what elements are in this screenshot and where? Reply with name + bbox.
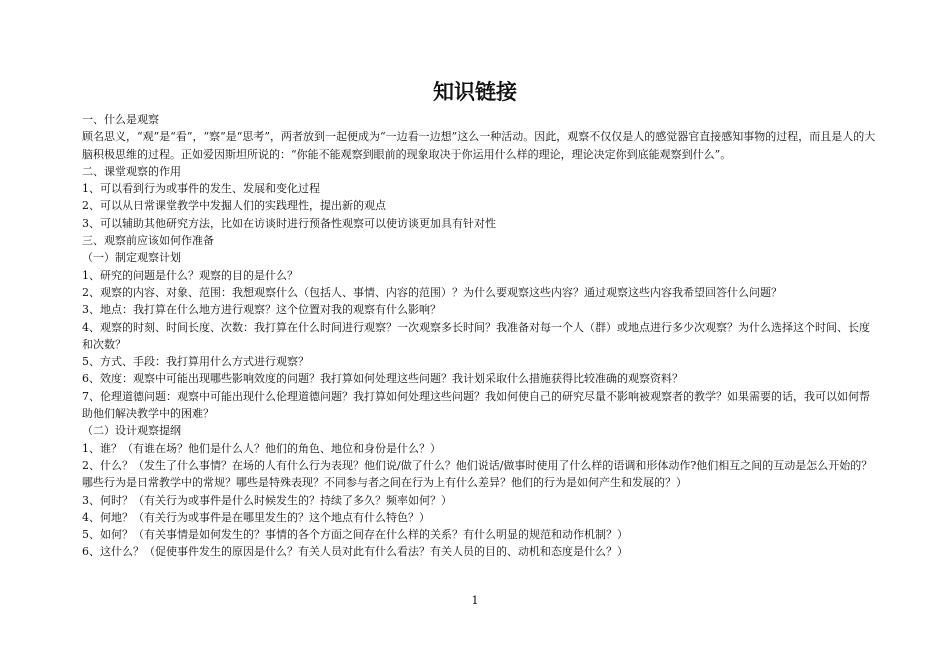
- list-item: 3、地点：我打算在什么地方进行观察？这个位置对我的观察有什么影响？: [82, 303, 441, 317]
- list-item: 2、可以从日常课堂教学中发掘人们的实践理性，提出新的观点: [82, 199, 386, 213]
- section-heading: 三、观察前应该如何作准备: [82, 234, 214, 248]
- list-item: 2、什么？（发生了什么事情？在场的人有什么行为表现？他们说/做了什么？他们说话/做事时使用了什么样的语调和形体动作?他们相互之间的互动是怎么开始的？哪些行为是日常教学中的常规？哪些是特殊表现？不同参与者之间在行为上有什么差异？他们的行为是如何产生和发展的？）: [82, 458, 873, 490]
- paragraph: 顾名思义，“观”是“看”，“察”是“思考”，两者放到一起便成为“一边看一边想”这么一种活动。因此，观察不仅仅是人的感觉器官直接感知事物的过程，而且是人的大脑积极思维的过程。正如爱因斯坦所说的：“你能不能观察到眼前的现象取决于你运用什么样的理论，理论决定你到底能观察到什么”。: [82, 130, 876, 161]
- page-number: 1: [471, 594, 479, 607]
- page-title: 知识链接: [433, 80, 517, 104]
- list-item: 5、方式、手段：我打算用什么方式进行观察？: [82, 355, 309, 369]
- list-item: 5、如何？（有关事情是如何发生的？事情的各个方面之间存在什么样的关系？有什么明显的规范和动作机制？）: [82, 528, 628, 542]
- list-item: 3、何时？（有关行为或事件是什么时候发生的？持续了多久？频率如何？）: [82, 493, 452, 507]
- document-body: [82, 111, 878, 561]
- list-item: 4、观察的时刻、时间长度、次数：我打算在什么时间进行观察？一次观察多长时间？我准备对每一个人（群）或地点进行多少次观察？为什么选择这个时间、长度和次数？: [82, 320, 870, 351]
- list-item: 7、伦理道德问题：观察中可能出现什么伦理道德问题？我打算如何处理这些问题？我如何使自己的研究尽量不影响被观察者的教学？如果需要的话，我可以如何帮助他们解决教学中的困难？: [82, 389, 870, 421]
- list-item: 1、研究的问题是什么？观察的目的是什么？: [82, 268, 298, 282]
- subsection-heading: （一）制定观察计划: [82, 251, 181, 265]
- list-item: 1、谁？（有谁在场？他们是什么人？他们的角色、地位和身份是什么？）: [82, 441, 441, 455]
- list-item: 3、可以辅助其他研究方法，比如在访谈时进行预备性观察可以使访谈更加具有针对性: [82, 216, 496, 230]
- section-heading: 二、课堂观察的作用: [82, 164, 181, 178]
- subsection-heading: （二）设计观察提纲: [82, 424, 181, 438]
- list-item: 6、这什么？（促使事件发生的原因是什么？有关人员对此有什么看法？有关人员的目的、动机和态度是什么？）: [82, 545, 628, 559]
- list-item: 2、观察的内容、对象、范围：我想观察什么（包括人、事情、内容的范围）？为什么要观察这些内容？通过观察这些内容我希望回答什么问题？: [82, 285, 782, 299]
- section-heading: 一、什么是观察: [82, 113, 159, 126]
- list-item: 4、何地？（有关行为或事件是在哪里发生的？这个地点有什么特色？）: [82, 510, 430, 524]
- list-item: 6、效度：观察中可能出现哪些影响效度的问题？我打算如何处理这些问题？我计划采取什么措施获得比较准确的观察资料？: [82, 372, 683, 386]
- list-item: 1、可以看到行为或事件的发生、发展和变化过程: [82, 182, 320, 196]
